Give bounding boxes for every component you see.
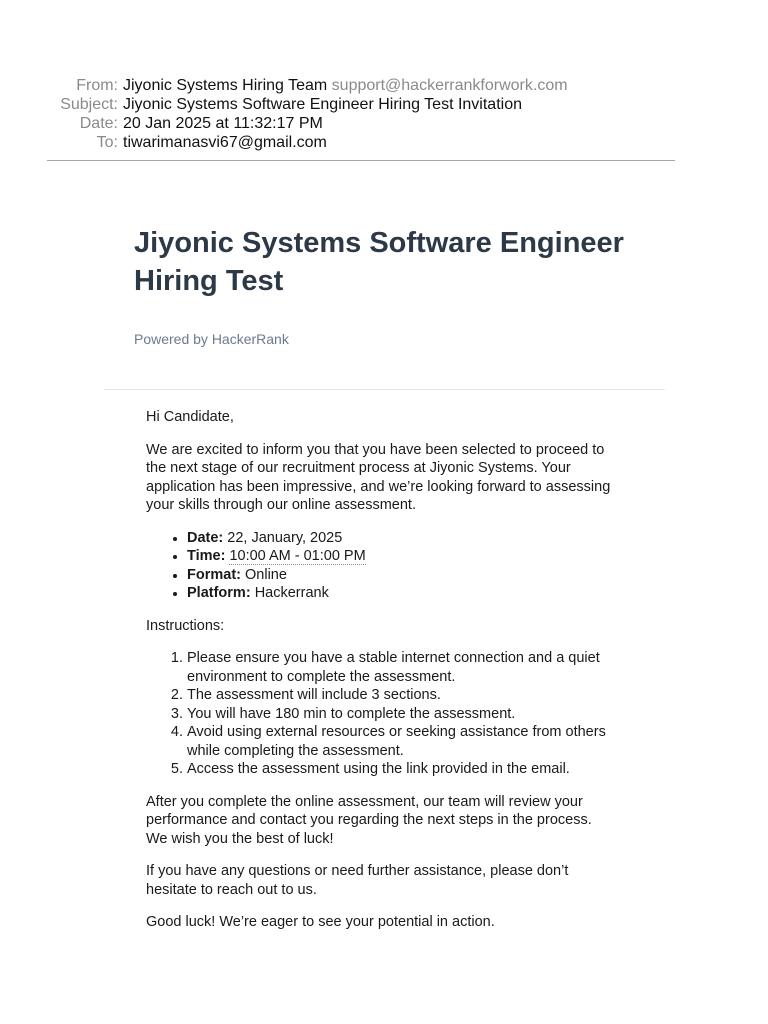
instructions-list <box>146 649 616 779</box>
intro-paragraph: We are excited to inform you that you have been selected to proceed to the next stage of our recruitment process at Jiyonic Systems. Your application has been impressive, and we’re looking forward to assessing your skills through our online assessment. <box>146 441 611 513</box>
header-divider <box>47 160 675 161</box>
date-row <box>0 114 768 133</box>
questions-paragraph: If you have any questions or need further assistance, please don’t hesitate to reach out to us. <box>146 863 569 898</box>
instructions-heading: Instructions: <box>146 617 225 634</box>
instruction-item: 3. You will have 180 min to complete the assessment. <box>187 705 616 724</box>
from-row <box>0 76 768 95</box>
email-title: Jiyonic Systems Software Engineer Hiring Test <box>134 227 624 297</box>
sender-email[interactable]: support@hackerrankforwork.com <box>331 77 568 94</box>
from-label: From: <box>76 77 118 94</box>
detail-value: 22, January, 2025 <box>227 529 343 546</box>
from-value <box>123 76 568 95</box>
detail-value[interactable]: 10:00 AM - 01:00 PM <box>229 548 366 564</box>
subject-label: Subject: <box>60 96 118 113</box>
instruction-item: 4. Avoid using external resources or seeking assistance from others while completing the assessment. <box>187 723 616 760</box>
detail-label: Platform: <box>187 585 251 601</box>
to-row <box>0 133 768 152</box>
date-value: 20 Jan 2025 at 11:32:17 PM <box>123 115 323 132</box>
subject-row <box>0 95 768 114</box>
detail-platform <box>187 584 616 603</box>
email-headers <box>0 76 768 152</box>
instruction-item: 1. Please ensure you have a stable internet connection and a quiet environment to complete the assessment. <box>187 649 616 686</box>
closing-paragraph: Good luck! We’re eager to see your potential in action. <box>146 914 495 930</box>
detail-date <box>187 529 616 548</box>
sender-name[interactable]: Jiyonic Systems Hiring Team <box>123 77 328 94</box>
to-label: To: <box>96 134 118 151</box>
detail-value: Online <box>245 566 287 583</box>
detail-value: Hackerrank <box>254 585 329 601</box>
greeting: Hi Candidate, <box>146 409 234 425</box>
email-body <box>146 408 616 946</box>
subject-value: Jiyonic Systems Software Engineer Hiring Test Invitation <box>123 96 522 113</box>
detail-label: Time: <box>187 548 226 564</box>
date-label: Date: <box>79 115 118 132</box>
after-paragraph: After you complete the online assessment, our team will review your performance and contact you regarding the next steps in the process. We wish you the best of luck! <box>146 793 592 847</box>
recipient-email[interactable]: tiwarimanasvi67@gmail.com <box>123 134 327 151</box>
powered-by-text: Powered by HackerRank <box>134 331 289 347</box>
instruction-item: 2. The assessment will include 3 sections. <box>187 686 616 705</box>
details-list <box>146 529 616 603</box>
detail-label: Format: <box>187 566 241 583</box>
detail-label: Date: <box>187 529 224 546</box>
instruction-item: 5. Access the assessment using the link provided in the email. <box>187 760 616 779</box>
content-divider <box>104 389 665 390</box>
detail-format <box>187 566 616 585</box>
detail-time <box>187 547 616 566</box>
